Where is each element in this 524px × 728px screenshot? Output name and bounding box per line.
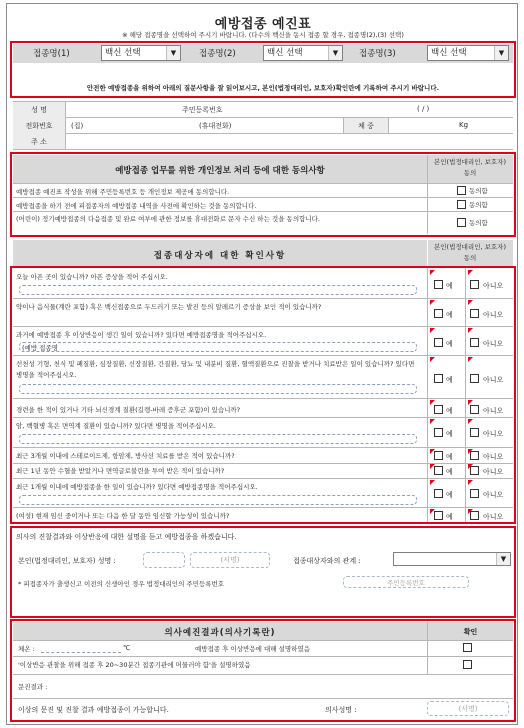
relation-select[interactable] xyxy=(393,552,511,566)
consent-1-agree-label: 동의함 xyxy=(469,187,488,195)
question-9: 최근 1개월 이내에 예방접종을 한 일이 있습니까? 있다면 예방접종명을 적어주십시오. xyxy=(16,483,258,491)
q6-no-checkbox[interactable] xyxy=(470,428,479,437)
q1-no-checkbox[interactable] xyxy=(470,280,479,289)
question-4-field[interactable] xyxy=(19,384,417,394)
doctor-heading: 의사예진결과(의사기록란) xyxy=(164,628,276,638)
explain-1-checkbox[interactable] xyxy=(463,643,472,652)
q3-yes-checkbox[interactable] xyxy=(434,338,443,347)
q4-yes-checkbox[interactable] xyxy=(434,374,443,383)
vaccine-1-select[interactable] xyxy=(101,45,181,61)
q4-no-label: 아니오 xyxy=(483,376,504,384)
q8-yes-label: 예 xyxy=(446,468,453,476)
guardian-sign-placeholder: (서명) xyxy=(220,556,240,564)
q6-yes-label: 예 xyxy=(446,430,453,438)
question-9-field[interactable] xyxy=(19,495,417,505)
q2-no-label: 아니오 xyxy=(483,311,504,319)
temperature-unit: ℃ xyxy=(123,644,131,652)
q2-no-checkbox[interactable] xyxy=(470,309,479,318)
explain-2-text: '이상반응 관찰을 위해 접종 후 20~30분간 접종기관에 머물러야 함'을 설명하였음 xyxy=(18,661,251,669)
q5-yes-checkbox[interactable] xyxy=(434,405,443,414)
q5-no-label: 아니오 xyxy=(483,407,504,415)
question-4: 선천성 기형, 천식 및 폐질환, 심장질환, 신장질환, 간질환, 당뇨 및 내분비 질환, 혈액질환으로 진찰을 받거나 치료받은 일이 있습니까? 있다면 병명을 적어주십시오. xyxy=(16,360,415,379)
consent-3-checkbox[interactable] xyxy=(457,218,466,227)
doctor-name-label: 의사성명 : xyxy=(325,706,357,714)
selection-note: ※ 해당 접종명을 선택하여 주시기 바랍니다. (다수의 백신을 동시 접종 할 경우, 접종명(2),(3) 선택) xyxy=(122,31,404,39)
vaccine-1-label: 접종명(1) xyxy=(33,49,70,59)
home-phone-field[interactable]: (집) xyxy=(71,122,84,130)
consent-2-checkbox[interactable] xyxy=(457,200,466,209)
q1-no-label: 아니오 xyxy=(483,282,504,290)
temperature-label: 체온 : xyxy=(18,645,35,653)
phone-label: 전화번호 xyxy=(25,122,53,130)
guardian-name-label: 본인(법정대리인, 보호자) 성명 : xyxy=(18,557,116,565)
q6-yes-checkbox[interactable] xyxy=(434,428,443,437)
final-statement: 이상의 문진 및 진찰 결과 예방접종이 가능합니다. xyxy=(18,706,169,714)
q3-yes-label: 예 xyxy=(446,340,453,348)
guardian-name-field[interactable] xyxy=(143,552,185,568)
relation-label: 접종대상자와의 관계 : xyxy=(293,557,361,565)
chevron-down-icon: ▼ xyxy=(166,46,180,60)
chevron-down-icon: ▼ xyxy=(328,46,342,60)
doctor-sign-placeholder: (서명) xyxy=(458,705,478,713)
name-field[interactable] xyxy=(67,103,167,115)
question-10: (여성) 현재 임신 중이거나 또는 다음 한 달 동안 임신할 가능성이 있습니까? xyxy=(16,512,230,520)
q4-no-checkbox[interactable] xyxy=(470,374,479,383)
q10-no-label: 아니오 xyxy=(483,513,504,521)
q10-no-checkbox[interactable] xyxy=(470,511,479,520)
q3-no-checkbox[interactable] xyxy=(470,338,479,347)
signature-statement: 의사의 진찰결과와 이상반응에 대한 설명을 듣고 예방접종을 하겠습니다. xyxy=(16,533,237,541)
q4-yes-label: 예 xyxy=(446,376,453,384)
temperature-field[interactable] xyxy=(41,642,121,653)
newborn-note: * 피접종자가 출생신고 이전의 신생아인 경우 법정대리인의 주민등록번호 xyxy=(18,580,225,588)
q1-yes-checkbox[interactable] xyxy=(434,280,443,289)
q9-yes-checkbox[interactable] xyxy=(434,489,443,498)
question-3-field-label: (예방 접종명 xyxy=(22,344,58,352)
question-5: 경련을 한 적이 있거나 기타 뇌신경계 질환(길랭-바레 증후군 포함)이 있습니까? xyxy=(16,406,241,414)
question-7: 최근 3개월 이내에 스테로이드제, 항암제, 방사선 치료를 받은 적이 있습니까? xyxy=(16,452,235,460)
consent-col-header: 본인(법정대리인, 보호자) 동의 xyxy=(434,158,506,177)
chevron-down-icon: ▼ xyxy=(494,46,508,60)
vaccine-1-select-value: 백신 선택 xyxy=(105,48,141,58)
form-title: 예방접종 예진표 xyxy=(214,17,312,32)
exam-result-label: 문진결과 : xyxy=(18,683,48,691)
weight-unit: Kg xyxy=(459,121,469,129)
question-1: 오늘 아픈 곳이 있습니까? 아픈 증상을 적어 주십시오. xyxy=(16,273,168,281)
consent-item-2: 예방접종을 하기 전에 피접종자의 예방접종 내역을 사전에 확인하는 것을 동의합니다. xyxy=(16,202,257,210)
confirm-col-header: 본인(법정대리인, 보호자) 동의 xyxy=(434,243,506,262)
explain-1-text: 예방접종 후 이상반응에 대해 설명하였음 xyxy=(195,645,311,653)
q7-yes-checkbox[interactable] xyxy=(434,451,443,460)
intro-text: 안전한 예방접종을 위하여 아래의 질문사항을 잘 읽어보시고, 본인(법정대리인, 보호자)확인란에 기록하여 주시기 바랍니다. xyxy=(86,84,440,92)
q2-yes-label: 예 xyxy=(446,311,453,319)
guardian-rrn-placeholder: 주민등록번호 xyxy=(387,579,425,587)
consent-2-agree-label: 동의함 xyxy=(469,201,488,209)
vaccine-3-select[interactable] xyxy=(427,45,509,61)
rrn-field[interactable]: ( / ) xyxy=(417,105,430,113)
q7-no-label: 아니오 xyxy=(483,453,504,461)
explain-2-checkbox[interactable] xyxy=(463,660,472,669)
q3-no-label: 아니오 xyxy=(483,340,504,348)
q5-yes-label: 예 xyxy=(446,407,453,415)
consent-1-checkbox[interactable] xyxy=(457,186,466,195)
vaccine-2-label: 접종명(2) xyxy=(199,49,236,59)
consent-heading: 예방접종 업무를 위한 개인정보 처리 등에 대한 동의사항 xyxy=(115,166,325,176)
vaccine-2-select-value: 백신 선택 xyxy=(267,48,303,58)
question-6-field[interactable] xyxy=(19,434,417,444)
q7-no-checkbox[interactable] xyxy=(470,451,479,460)
name-label: 성 명 xyxy=(31,106,47,114)
exam-result-field[interactable] xyxy=(55,677,510,695)
q9-no-label: 아니오 xyxy=(483,491,504,499)
form-page xyxy=(6,3,518,725)
question-1-field[interactable] xyxy=(19,285,417,295)
address-field[interactable] xyxy=(67,135,507,147)
question-8: 최근 1년 동안 수혈을 받았거나 면역글로불린을 투여 받은 적이 있습니까? xyxy=(16,467,225,475)
question-3-field[interactable] xyxy=(19,342,417,352)
consent-3-agree-label: 동의함 xyxy=(469,219,488,227)
mobile-phone-field[interactable]: (휴대전화) xyxy=(199,122,232,130)
rrn-label: 주민등록번호 xyxy=(182,106,223,114)
address-label: 주 소 xyxy=(31,138,47,146)
q8-no-label: 아니오 xyxy=(483,468,504,476)
consent-item-1: 예방접종 예진표 작성을 위해 주민등록번호 등 개인정보 제공에 동의합니다. xyxy=(16,188,230,196)
q9-yes-label: 예 xyxy=(446,491,453,499)
q6-no-label: 아니오 xyxy=(483,430,504,438)
confirm-heading: 접종대상자에 대한 확인사항 xyxy=(153,251,287,261)
question-3: 과거에 예방접종 후 이상반응이 생긴 일이 있습니까? 있다면 예방접종명을 적어주십시오. xyxy=(16,331,267,339)
question-2: 약이나 음식물(계란 포함) 혹은 백신접종으로 두드러기 또는 발진 등의 알레르기 증상을 보인 적이 있습니까? xyxy=(16,303,322,311)
consent-item-3: (어린이) 정기예방접종의 다음접종 및 완료 여부에 관한 정보를 휴대전화로 문자 수신 하는 것을 동의합니다. xyxy=(16,215,320,223)
question-6: 암, 백혈병 혹은 면역계 질환이 있습니까? 있다면 병명을 적어주십시오. xyxy=(16,422,216,430)
chevron-down-icon: ▼ xyxy=(496,553,510,565)
q7-yes-label: 예 xyxy=(446,453,453,461)
q8-no-checkbox[interactable] xyxy=(470,466,479,475)
doctor-confirm-header: 확인 xyxy=(463,628,478,636)
vaccine-3-select-value: 백신 선택 xyxy=(431,48,467,58)
q1-yes-label: 예 xyxy=(446,282,453,290)
q8-yes-checkbox[interactable] xyxy=(434,466,443,475)
weight-label: 체 중 xyxy=(358,122,374,130)
q10-yes-checkbox[interactable] xyxy=(434,511,443,520)
q10-yes-label: 예 xyxy=(446,513,453,521)
q5-no-checkbox[interactable] xyxy=(470,405,479,414)
q9-no-checkbox[interactable] xyxy=(470,489,479,498)
vaccine-2-select[interactable] xyxy=(263,45,343,61)
vaccine-3-label: 접종명(3) xyxy=(359,49,396,59)
q2-yes-checkbox[interactable] xyxy=(434,309,443,318)
